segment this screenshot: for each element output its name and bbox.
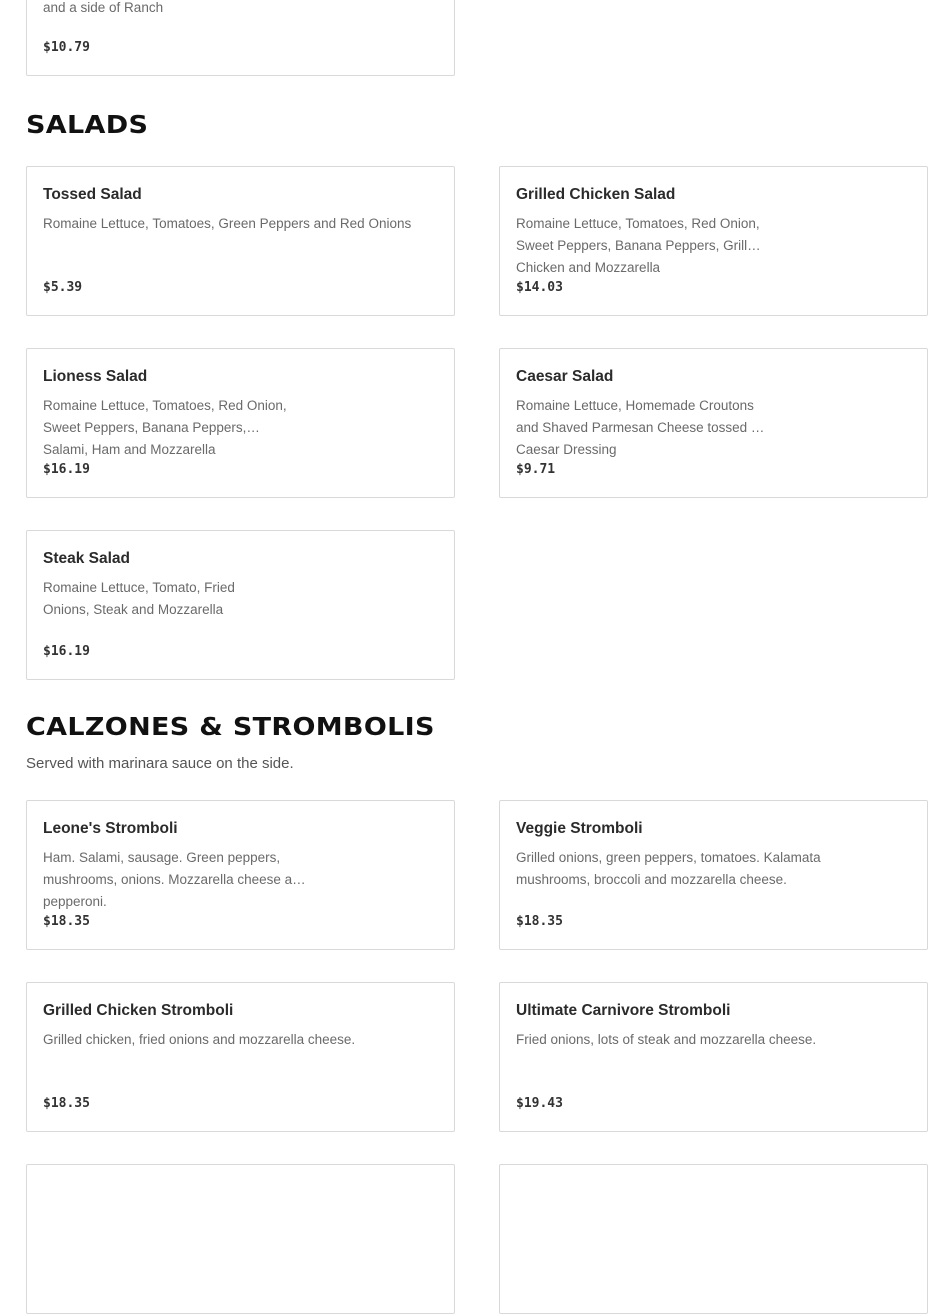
menu-item-card[interactable] xyxy=(26,166,455,316)
menu-item-name: Caesar Salad xyxy=(516,368,614,385)
menu-item-description: Romaine Lettuce, Tomatoes, Red Onion, Sweet Peppers, Banana Peppers, Salami, Ham and Mozzarella xyxy=(43,398,287,457)
menu-item-card[interactable] xyxy=(26,0,455,76)
menu-item-price: $9.71 xyxy=(516,462,556,477)
menu-item-card[interactable] xyxy=(26,530,455,680)
menu-item-description: Romaine Lettuce, Tomatoes, Red Onion, Sweet Peppers, Banana Peppers, Grilled Chicken and Mozzarella xyxy=(516,216,763,275)
menu-item-price: $5.39 xyxy=(43,280,83,295)
menu-item-card[interactable] xyxy=(499,982,928,1132)
menu-item-card[interactable] xyxy=(26,348,455,498)
menu-item-name: Lioness Salad xyxy=(43,368,148,385)
menu-item-card[interactable] xyxy=(26,800,455,950)
menu-item-name: Leone's Stromboli xyxy=(43,820,178,837)
menu-item-card[interactable] xyxy=(26,1164,455,1314)
menu-item-name: Ultimate Carnivore Stromboli xyxy=(516,1002,731,1019)
menu-item-name: Steak Salad xyxy=(43,550,131,567)
menu-item-price: $18.35 xyxy=(43,1096,90,1111)
menu-item-price: $16.19 xyxy=(43,462,90,477)
menu-item-price: $18.35 xyxy=(516,914,563,929)
menu-item-card[interactable] xyxy=(499,800,928,950)
menu-item-price: $10.79 xyxy=(43,40,90,55)
menu-item-description: Grilled chicken, fried onions and mozzarella cheese. xyxy=(43,1032,356,1047)
section-title-calzones: CALZONES & STROMBOLIS xyxy=(26,712,435,741)
section-title-salads: SALADS xyxy=(26,110,149,139)
menu-item-description: Grilled onions, green peppers, tomatoes. Kalamata mushrooms, broccoli and mozzarella cheese. xyxy=(516,850,821,887)
menu-item-description: Fried onions, lots of steak and mozzarella cheese. xyxy=(516,1032,817,1047)
menu-item-name: Veggie Stromboli xyxy=(516,820,643,837)
menu-item-description: Romaine Lettuce, Tomatoes, Green Peppers and Red Onions xyxy=(43,216,412,231)
menu-item-card[interactable] xyxy=(499,348,928,498)
menu-item-price: $19.43 xyxy=(516,1096,563,1111)
menu-item-name: Tossed Salad xyxy=(43,186,142,203)
menu-item-card[interactable] xyxy=(26,982,455,1132)
menu-item-card[interactable] xyxy=(499,1164,928,1314)
menu-item-description: Ham. Salami, sausage. Green peppers, mushrooms, onions. Mozzarella cheese and pepperoni. xyxy=(43,850,308,909)
menu-item-price: $18.35 xyxy=(43,914,90,929)
menu-item-name: Grilled Chicken Salad xyxy=(516,186,676,203)
section-subtitle: Served with marinara sauce on the side. xyxy=(26,755,294,772)
menu-item-name: Grilled Chicken Stromboli xyxy=(43,1002,234,1019)
menu-item-description: Romaine Lettuce, Homemade Croutons and Shaved Parmesan Cheese tossed in Caesar Dressing xyxy=(516,398,762,457)
menu-item-description: and a side of Ranch xyxy=(43,0,164,15)
menu-item-card[interactable] xyxy=(499,166,928,316)
menu-item-price: $16.19 xyxy=(43,644,90,659)
menu-item-price: $14.03 xyxy=(516,280,563,295)
menu-item-description: Romaine Lettuce, Tomato, Fried Onions, Steak and Mozzarella xyxy=(43,580,235,617)
